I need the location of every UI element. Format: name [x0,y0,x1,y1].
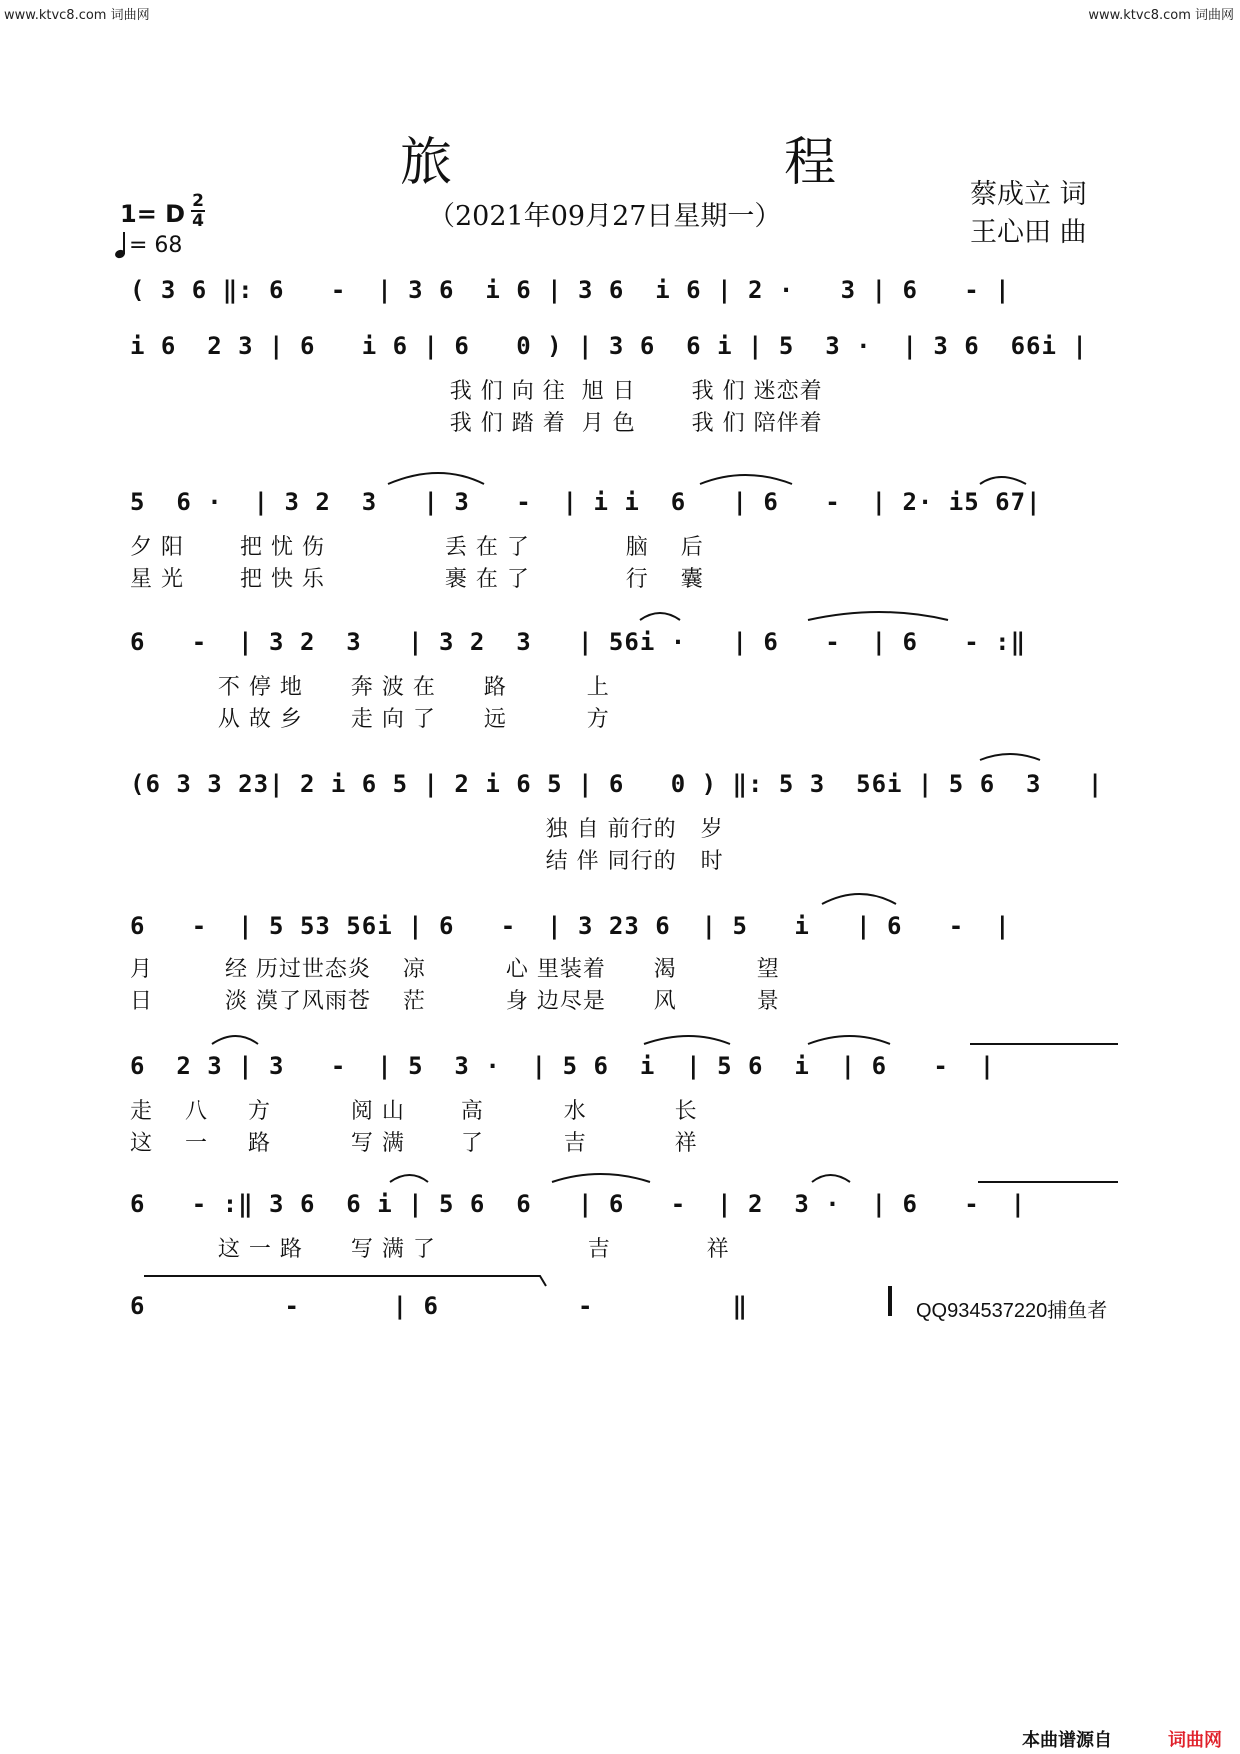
notes-line-9: 6 - | 6 - ‖ [130,1292,748,1320]
score-line-4 [130,628,1120,668]
composer-credit: 王心田 曲 [970,217,1087,248]
source-label: 本曲谱源自 [1022,1730,1112,1751]
lyrics-line-5-verse-1: 独 自 前行的 岁 [130,817,724,842]
tempo-value: = 68 [129,233,183,258]
lyrics-line-7-verse-2: 这 一 路 写 满 了 吉 祥 [130,1131,698,1156]
score-line-3 [130,488,1120,528]
notes-line-4: 6 - | 3 2 3 | 3 2 3 | 56i · | 6 - | 6 - :‖ [130,628,1027,656]
key-signature: 1= D [120,200,186,228]
site-label-right: www.ktvc8.com 词曲网 [1088,8,1234,23]
score-line-7 [130,1052,1120,1092]
tempo-marking [115,232,182,258]
song-title-part2: 程 [784,133,837,193]
notes-line-6: 6 - | 5 53 56i | 6 - | 3 23 6 | 5 i | 6 - | [130,912,1011,940]
score-line-5 [130,770,1120,810]
time-signature-bottom: 4 [192,211,204,231]
quarter-note-icon [115,232,125,258]
time-signature [191,193,205,229]
lyrics-line-6-verse-1: 月 经 历过世态炎 凉 心 里装着 渴 望 [130,957,780,982]
score-line-6 [130,912,1120,952]
arranger-signature: QQ934537220捕鱼者 [916,1300,1108,1322]
lyrics-line-2-verse-1: 我 们 向 往 旭 日 我 们 迷恋着 [130,379,823,404]
lyrics-line-5-verse-2: 结 伴 同行的 时 [130,849,724,874]
score-line-8 [130,1190,1120,1230]
notes-line-8: 6 - :‖ 3 6 6 i | 5 6 6 | 6 - | 2 3 · | 6 - | [130,1190,1027,1218]
lyrics-line-6-verse-2: 日 淡 漠了风雨苍 茫 身 边尽是 风 景 [130,989,780,1014]
notes-line-7: 6 2 3 | 3 - | 5 3 · | 5 6 i | 5 6 i | 6 - | [130,1052,996,1080]
lyrics-line-3-verse-1: 夕 阳 把 忧 伤 丢 在 了 脑 后 [130,535,704,560]
score-line-2 [130,332,1120,372]
score-line-1 [130,276,1120,316]
lyrics-line-3-verse-2: 星 光 把 快 乐 裹 在 了 行 囊 [130,567,704,592]
lyrics-line-8-verse-1: 这 一 路 写 满 了 吉 祥 [130,1237,730,1262]
lyricist-credit: 蔡成立 词 [970,179,1087,210]
notes-line-2: i 6 2 3 | 6 i 6 | 6 0 ) | 3 6 6 i | 5 3 · | 3 6 66i | [130,332,1088,360]
lyrics-line-4-verse-2: 从 故 乡 走 向 了 远 方 [130,707,610,732]
notes-line-3: 5 6 · | 3 2 3 | 3 - | i i 6 | 6 - | 2· i5 67| [130,488,1042,516]
source-site: 词曲网 [1168,1730,1222,1751]
notes-line-5: (6 3 3 23| 2 i 6 5 | 2 i 6 5 | 6 0 ) ‖: 5 3 56i | 5 6 3 | [130,770,1104,798]
song-date: （2021年09月27日星期一） [428,201,782,232]
lyrics-line-4-verse-1: 不 停 地 奔 波 在 路 上 [130,675,610,700]
song-title-part1: 旅 [400,133,453,193]
time-signature-top: 2 [192,191,204,211]
site-label-left: www.ktvc8.com 词曲网 [4,8,150,23]
lyrics-line-7-verse-1: 走 八 方 阅 山 高 水 长 [130,1099,698,1124]
notes-line-1: ( 3 6 ‖: 6 - | 3 6 i 6 | 3 6 i 6 | 2 · 3 | 6 - | [130,276,1011,304]
lyrics-line-2-verse-2: 我 们 踏 着 月 色 我 们 陪伴着 [130,411,823,436]
